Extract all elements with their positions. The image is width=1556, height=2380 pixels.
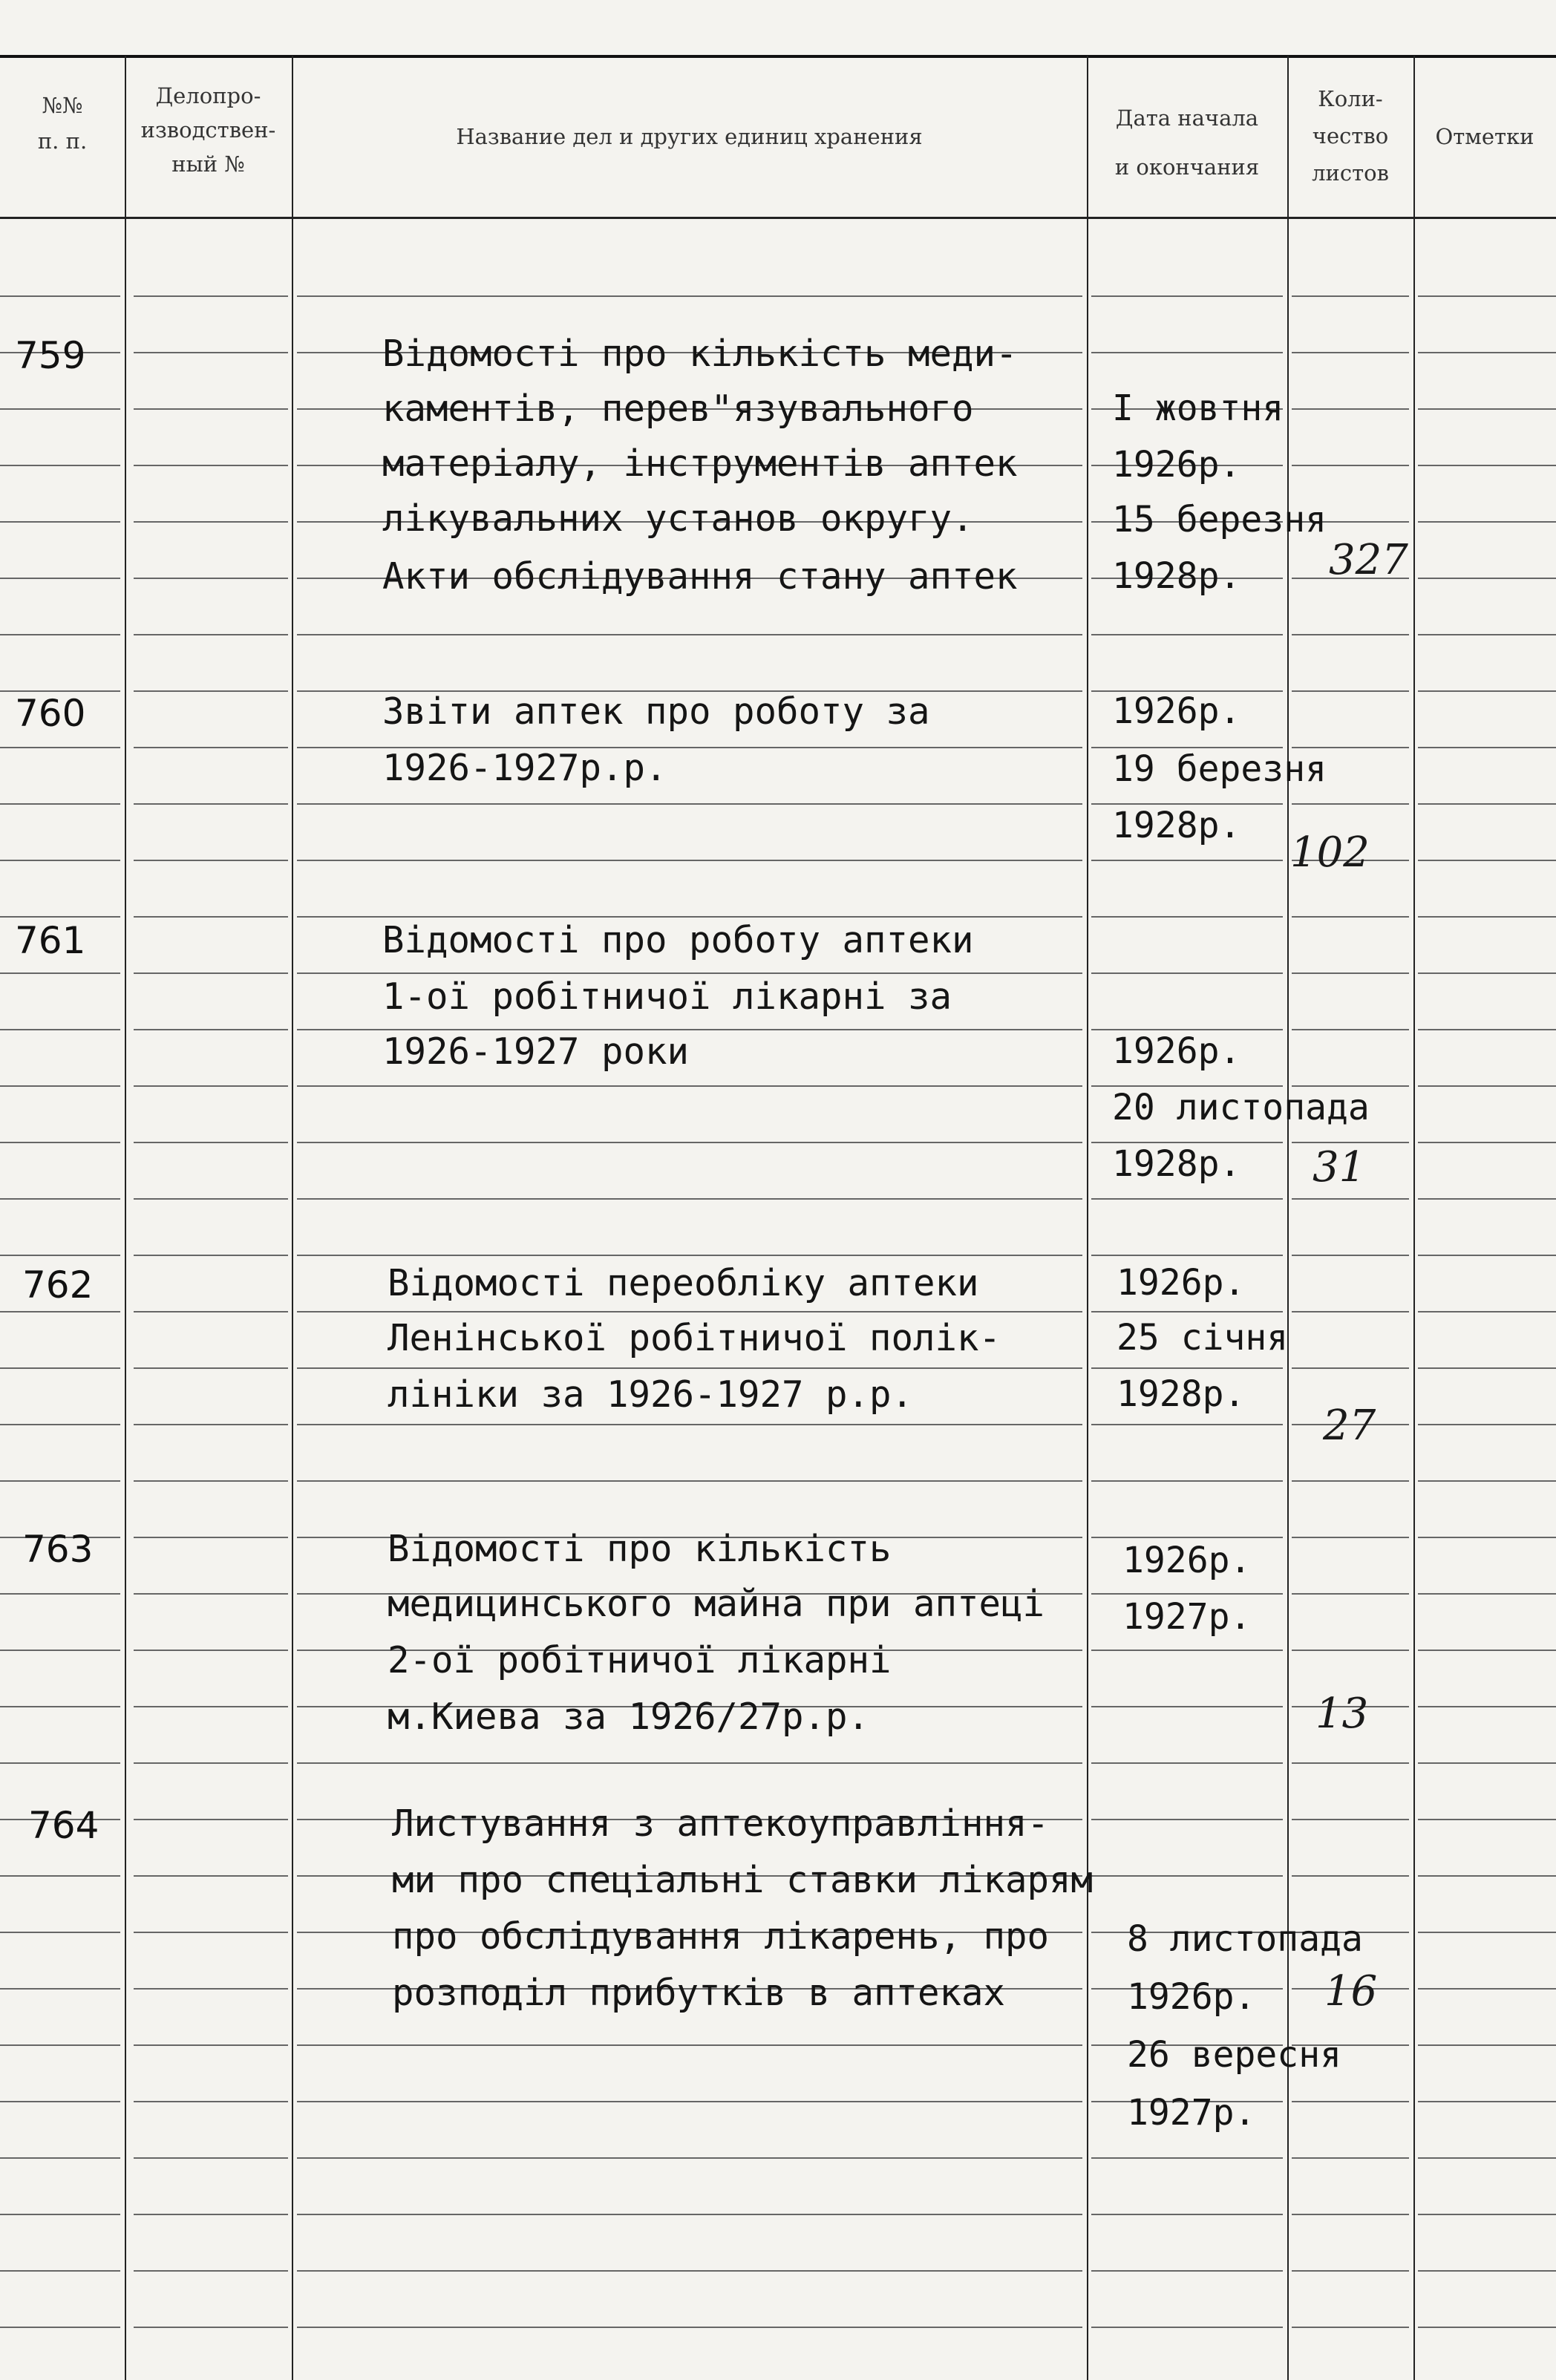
row-762-date-2: 25 січня — [1117, 1317, 1289, 1359]
ruled-line — [0, 578, 120, 579]
ruled-line — [1418, 2157, 1556, 2159]
ruled-line — [1091, 634, 1283, 635]
ruled-line — [1418, 690, 1556, 692]
ruled-line — [1292, 1029, 1409, 1030]
ruled-line — [0, 1255, 120, 1256]
ruled-line — [1418, 916, 1556, 918]
ruled-line — [134, 1029, 288, 1030]
ruled-line — [134, 803, 288, 805]
ruled-line — [1418, 352, 1556, 353]
ruled-line — [1091, 2327, 1283, 2328]
ruled-line — [1091, 1762, 1283, 1764]
ruled-line — [1091, 1198, 1283, 1200]
row-759-date-1: I жовтня — [1112, 388, 1284, 429]
ruled-line — [297, 1255, 1082, 1256]
row-761-sheets: 31 — [1313, 1143, 1366, 1191]
row-762-title-2: Ленінської робітничої полік- — [388, 1317, 1001, 1359]
ruled-line — [1418, 1988, 1556, 1990]
ruled-line — [0, 1988, 120, 1990]
ruled-line — [0, 1142, 120, 1143]
row-764-title-4: розподіл прибутків в аптеках — [392, 1972, 1006, 2014]
ruled-line — [134, 578, 288, 579]
ruled-line — [134, 1085, 288, 1087]
ruled-line — [134, 1988, 288, 1990]
ruled-line — [1292, 2157, 1409, 2159]
ruled-line — [134, 1537, 288, 1538]
ruled-line — [0, 747, 120, 748]
ruled-line — [1292, 1762, 1409, 1764]
ruled-line — [134, 1480, 288, 1482]
ruled-line — [0, 521, 120, 523]
header-office-number: Делопро- изводствен- ный № — [140, 83, 276, 177]
ruled-line — [134, 521, 288, 523]
ruled-line — [297, 1198, 1082, 1200]
ruled-line — [1418, 1367, 1556, 1369]
header-border — [0, 217, 1556, 219]
row-759-date-2: 1926р. — [1112, 444, 1241, 486]
ruled-line — [0, 1706, 120, 1707]
row-764-date-2: 1926р. — [1127, 1976, 1256, 2018]
ruled-line — [1418, 1537, 1556, 1538]
ruled-line — [297, 2270, 1082, 2272]
row-762-sheets: 27 — [1323, 1402, 1376, 1450]
ruled-line — [1418, 1424, 1556, 1425]
row-763-title-1: Відомості про кількість — [388, 1528, 892, 1570]
header-notes: Отметки — [1435, 124, 1534, 149]
ruled-line — [134, 972, 288, 974]
ruled-line — [1418, 1593, 1556, 1595]
ruled-line — [1292, 916, 1409, 918]
row-763-title-4: м.Киева за 1926/27р.р. — [388, 1696, 870, 1738]
row-764-date-4: 1927р. — [1127, 2092, 1256, 2134]
ruled-line — [0, 2327, 120, 2328]
ruled-line — [0, 2270, 120, 2272]
ruled-line — [297, 1424, 1082, 1425]
ruled-line — [297, 1762, 1082, 1764]
ruled-line — [134, 2101, 288, 2102]
row-763-date-2: 1927р. — [1122, 1596, 1252, 1638]
ruled-line — [1418, 1932, 1556, 1933]
ruled-line — [134, 1198, 288, 1200]
ruled-line — [1418, 465, 1556, 466]
col-divider-2 — [292, 56, 293, 2380]
row-762-date-1: 1926р. — [1117, 1262, 1246, 1304]
ruled-line — [297, 860, 1082, 861]
ruled-line — [1418, 1650, 1556, 1651]
ruled-line — [1418, 578, 1556, 579]
ruled-line — [134, 690, 288, 692]
header-title: Название дел и других единиц хранения — [456, 124, 923, 149]
ruled-line — [297, 972, 1082, 974]
row-number-759: 759 — [15, 334, 86, 377]
row-761-title-3: 1926-1927 роки — [382, 1030, 690, 1073]
row-760-date-3: 1928р. — [1112, 805, 1241, 846]
row-759-title-2: каментів, перев"язувального — [382, 388, 974, 430]
ruled-line — [1418, 2044, 1556, 2046]
ruled-line — [0, 2157, 120, 2159]
ruled-line — [0, 1932, 120, 1933]
row-759-title-5: Акти обслідування стану аптек — [382, 555, 1018, 598]
ruled-line — [134, 295, 288, 297]
header-number: №№ п. п. — [37, 93, 88, 154]
ruled-line — [1091, 1480, 1283, 1482]
ruled-line — [134, 860, 288, 861]
ruled-line — [1091, 1424, 1283, 1425]
ruled-line — [0, 465, 120, 466]
ruled-line — [1292, 803, 1409, 805]
ruled-line — [1418, 2214, 1556, 2215]
ruled-line — [1091, 972, 1283, 974]
ruled-line — [1418, 295, 1556, 297]
ruled-line — [1418, 747, 1556, 748]
row-763-sheets: 13 — [1315, 1690, 1369, 1738]
ruled-line — [1292, 408, 1409, 410]
row-763-title-3: 2-ої робітничої лікарні — [388, 1639, 892, 1681]
row-759-title-1: Відомості про кількість меди- — [382, 333, 1018, 375]
ruled-line — [1091, 1650, 1283, 1651]
row-764-title-3: про обслідування лікарень, про — [392, 1915, 1050, 1958]
ruled-line — [0, 1029, 120, 1030]
ruled-line — [0, 1424, 120, 1425]
ruled-line — [0, 2214, 120, 2215]
row-number-761: 761 — [15, 919, 86, 962]
ruled-line — [1292, 1255, 1409, 1256]
col-divider-5 — [1413, 56, 1415, 2380]
ruled-line — [1292, 465, 1409, 466]
ruled-line — [1418, 1085, 1556, 1087]
ruled-line — [134, 1706, 288, 1707]
ruled-line — [134, 747, 288, 748]
top-border — [0, 55, 1556, 58]
row-761-date-3: 1928р. — [1112, 1143, 1241, 1185]
col-divider-3 — [1087, 56, 1088, 2380]
ruled-line — [1292, 352, 1409, 353]
row-761-title-2: 1-ої робітничої лікарні за — [382, 975, 952, 1018]
ruled-line — [1418, 1255, 1556, 1256]
ruled-line — [297, 1480, 1082, 1482]
ruled-line — [297, 2214, 1082, 2215]
ruled-line — [1091, 295, 1283, 297]
ruled-line — [1292, 634, 1409, 635]
ruled-line — [134, 408, 288, 410]
ruled-line — [134, 1142, 288, 1143]
ruled-line — [134, 1424, 288, 1425]
ruled-line — [134, 1819, 288, 1820]
ruled-line — [1418, 408, 1556, 410]
ruled-line — [1418, 634, 1556, 635]
ruled-line — [297, 2101, 1082, 2102]
ruled-line — [1292, 1198, 1409, 1200]
ruled-line — [134, 2044, 288, 2046]
row-759-sheets: 327 — [1329, 536, 1408, 584]
ruled-line — [1418, 972, 1556, 974]
row-764-sheets: 16 — [1324, 1967, 1378, 2016]
ruled-line — [134, 2157, 288, 2159]
ruled-line — [1091, 1593, 1283, 1595]
ruled-line — [134, 1311, 288, 1312]
ruled-line — [1091, 2214, 1283, 2215]
row-762-title-3: лініки за 1926-1927 р.р. — [388, 1373, 914, 1416]
ruled-line — [1418, 1029, 1556, 1030]
ruled-line — [1091, 2270, 1283, 2272]
row-764-date-1: 8 листопада — [1127, 1918, 1363, 1960]
ruled-line — [1091, 1255, 1283, 1256]
ruled-line — [1292, 1311, 1409, 1312]
row-760-title-1: Звіти аптек про роботу за — [382, 690, 930, 733]
ruled-line — [1418, 860, 1556, 861]
ruled-line — [0, 634, 120, 635]
ruled-line — [134, 1875, 288, 1877]
row-760-sheets: 102 — [1290, 828, 1370, 877]
row-759-date-4: 1928р. — [1112, 555, 1241, 597]
ruled-line — [1418, 2101, 1556, 2102]
ruled-line — [1418, 1875, 1556, 1877]
ruled-line — [1091, 860, 1283, 861]
row-763-title-2: медицинського майна при аптеці — [388, 1583, 1045, 1625]
ruled-line — [134, 1367, 288, 1369]
ruled-line — [1091, 1706, 1283, 1707]
ruled-line — [134, 1932, 288, 1933]
ruled-line — [0, 860, 120, 861]
col-divider-1 — [125, 56, 126, 2380]
ruled-line — [1292, 1367, 1409, 1369]
row-763-date-1: 1926р. — [1122, 1540, 1252, 1581]
ruled-line — [1292, 1593, 1409, 1595]
ruled-line — [1418, 521, 1556, 523]
row-764-title-2: ми про спеціальні ставки лікарям — [392, 1859, 1094, 1901]
ruled-line — [1292, 1537, 1409, 1538]
col-divider-4 — [1287, 56, 1289, 2380]
ruled-line — [297, 803, 1082, 805]
ruled-line — [297, 295, 1082, 297]
header-sheets: Коли- чество листов — [1312, 86, 1389, 186]
ruled-line — [0, 1875, 120, 1877]
ruled-line — [0, 1198, 120, 1200]
ruled-line — [1418, 1762, 1556, 1764]
ruled-line — [297, 916, 1082, 918]
ruled-line — [297, 2327, 1082, 2328]
ruled-line — [0, 972, 120, 974]
ruled-line — [1418, 1198, 1556, 1200]
ruled-line — [297, 634, 1082, 635]
row-760-date-2: 19 березня — [1112, 748, 1327, 790]
row-number-760: 760 — [15, 692, 86, 735]
ruled-line — [1091, 2157, 1283, 2159]
ruled-line — [1091, 1819, 1283, 1820]
ruled-line — [1418, 803, 1556, 805]
ruled-line — [1418, 2270, 1556, 2272]
ruled-line — [0, 1762, 120, 1764]
row-764-title-1: Листування з аптекоуправління- — [392, 1802, 1050, 1845]
row-762-title-1: Відомості переобліку аптеки — [388, 1262, 979, 1304]
ruled-line — [1418, 1480, 1556, 1482]
row-761-date-2: 20 листопада — [1112, 1087, 1370, 1128]
ruled-line — [1292, 972, 1409, 974]
row-number-763: 763 — [22, 1528, 94, 1571]
ruled-line — [134, 465, 288, 466]
ruled-line — [0, 916, 120, 918]
row-759-title-3: матеріалу, інструментів аптек — [382, 442, 1018, 485]
ruled-line — [134, 1255, 288, 1256]
ruled-line — [297, 1367, 1082, 1369]
header-dates: Дата начала и окончания — [1114, 105, 1260, 180]
ruled-line — [134, 916, 288, 918]
row-number-764: 764 — [28, 1804, 99, 1847]
ruled-line — [0, 2101, 120, 2102]
ruled-line — [1091, 1537, 1283, 1538]
row-761-title-1: Відомості про роботу аптеки — [382, 919, 974, 961]
ruled-line — [0, 1593, 120, 1595]
ruled-line — [134, 352, 288, 353]
ruled-line — [1292, 2101, 1409, 2102]
ruled-line — [0, 2044, 120, 2046]
ruled-line — [297, 2157, 1082, 2159]
ruled-line — [1292, 1650, 1409, 1651]
ruled-line — [297, 2044, 1082, 2046]
ruled-line — [1418, 2327, 1556, 2328]
ruled-line — [134, 2327, 288, 2328]
ruled-line — [1292, 1819, 1409, 1820]
ruled-line — [134, 2214, 288, 2215]
ruled-line — [0, 803, 120, 805]
ruled-line — [134, 1762, 288, 1764]
ruled-line — [1418, 1142, 1556, 1143]
ruled-line — [1292, 1480, 1409, 1482]
ruled-line — [297, 1085, 1082, 1087]
row-760-date-1: 1926р. — [1112, 690, 1241, 732]
ruled-line — [0, 1311, 120, 1312]
row-number-762: 762 — [22, 1263, 94, 1307]
row-762-date-3: 1928р. — [1117, 1373, 1246, 1415]
ruled-line — [134, 1650, 288, 1651]
ruled-line — [0, 295, 120, 297]
ruled-line — [1292, 2270, 1409, 2272]
row-759-title-4: лікувальних установ округу. — [382, 497, 974, 540]
ruled-line — [297, 1142, 1082, 1143]
ruled-line — [1091, 352, 1283, 353]
ruled-line — [1292, 690, 1409, 692]
ruled-line — [0, 1650, 120, 1651]
ruled-line — [134, 1593, 288, 1595]
ruled-line — [1292, 1875, 1409, 1877]
row-759-date-3: 15 березня — [1112, 499, 1327, 540]
ruled-line — [1418, 1706, 1556, 1707]
ruled-line — [297, 1311, 1082, 1312]
ruled-line — [1418, 1311, 1556, 1312]
ruled-line — [1091, 1367, 1283, 1369]
ruled-line — [0, 1480, 120, 1482]
ruled-line — [1292, 2327, 1409, 2328]
ruled-line — [1418, 1819, 1556, 1820]
row-764-date-3: 26 вересня — [1127, 2034, 1341, 2076]
ruled-line — [0, 1085, 120, 1087]
ruled-line — [0, 408, 120, 410]
ruled-line — [1091, 1311, 1283, 1312]
ruled-line — [134, 2270, 288, 2272]
ruled-line — [1091, 1875, 1283, 1877]
ruled-line — [1292, 2214, 1409, 2215]
ruled-line — [1292, 295, 1409, 297]
ruled-line — [134, 634, 288, 635]
ruled-line — [1091, 916, 1283, 918]
row-760-title-2: 1926-1927р.р. — [382, 747, 667, 789]
row-761-date-1: 1926р. — [1112, 1030, 1241, 1072]
ruled-line — [0, 1367, 120, 1369]
